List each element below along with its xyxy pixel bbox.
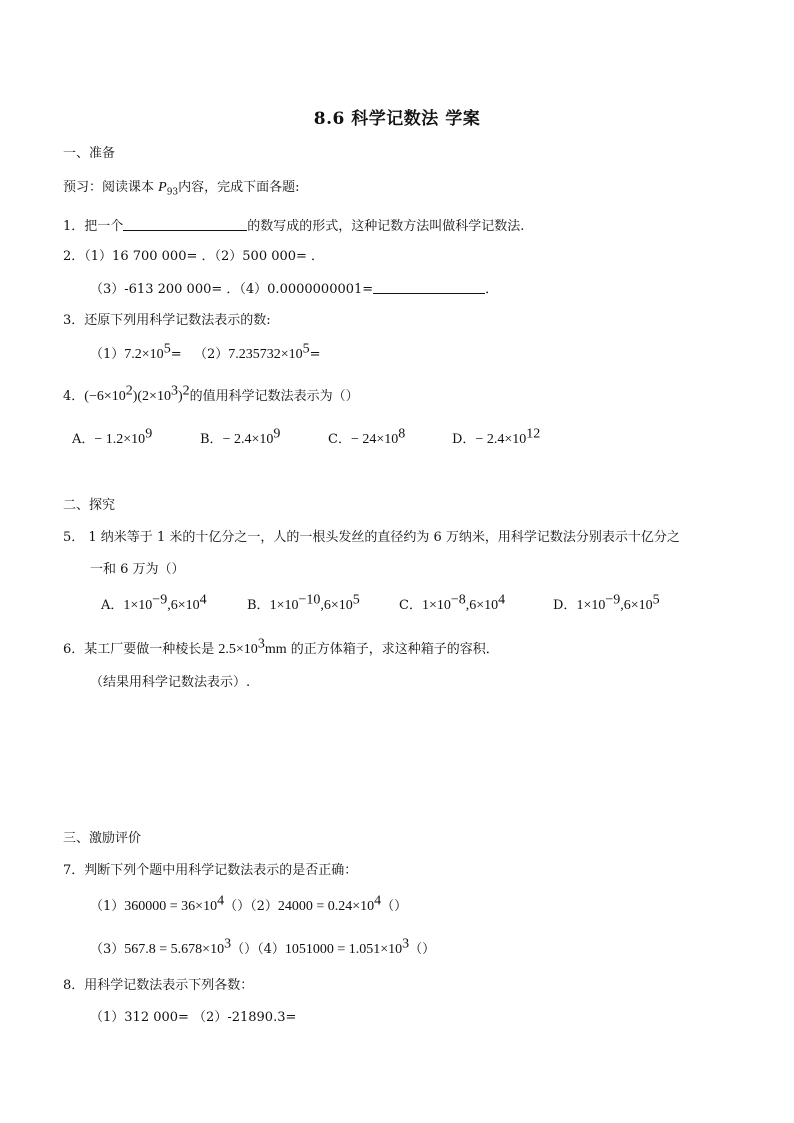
section-evaluate-heading: 三、激励评价 (63, 831, 142, 846)
section-prep-heading: 一、准备 (63, 146, 116, 161)
answer-blank (123, 217, 247, 231)
question-3-parts: $(1)7.2\times 10^5= (2)7.235732\times 10^5=$ (90, 341, 321, 362)
question-8-parts: （1）312 000= （2）-21890.3= (90, 1010, 297, 1025)
question-5-options (101, 592, 660, 615)
option-d: D．$1\times 10^{-9},6\times 10^5$ (553, 592, 660, 613)
question-1: 1．把一个 的数写成的形式，这种记数方法叫做科学记数法. (63, 219, 525, 234)
option-c: C．− $24\times 10^8$ (328, 426, 406, 447)
preview-instruction: 预习：阅读课本 $P_{93}$内容，完成下面各题: (63, 180, 300, 198)
option-b: B．$1\times 10^{-10},6\times 10^5$ (247, 592, 360, 613)
answer-blank (373, 280, 485, 294)
question-2-line-2: （3）-613 200 000= ．（4）0.0000000001= ． (90, 282, 499, 297)
question-7-row-1: $(1)360000 = 36\times 10^4()(2)24000 = 0.24\times 10^4()$ (90, 893, 408, 914)
option-a: A．− $1.2\times 10^9$ (72, 426, 153, 447)
question-7-row-2: $(3)567.8 = 5.678\times 10^3()(4)1051000 = 1.051\times 10^3()$ (90, 936, 436, 957)
option-c: C．$1\times 10^{-8},6\times 10^4$ (399, 592, 506, 613)
option-d: D．− $2.4\times 10^{12}$ (452, 426, 541, 447)
question-3-stem: 3．还原下列用科学记数法表示的数: (63, 313, 271, 328)
question-2-line-1: 2．（1）16 700 000= ．（2）500 000= ． (63, 249, 325, 264)
page-variable: P (158, 180, 167, 195)
question-5-line-1: 5． 1 纳米等于 1 米的十亿分之一，人的一根头发丝的直径约为 6 万纳米，用科学记数法分别表示十亿分之 (63, 530, 680, 545)
question-5-line-2: 一和 6 万为（） (90, 562, 185, 577)
question-4-options (72, 426, 541, 449)
page-title: 8.6 科学记数法 学案 (313, 109, 481, 129)
question-8-stem: 8．用科学记数法表示下列各数： (63, 978, 254, 993)
question-6-line-1: 6．某工厂要做一种棱长是 $2.5\times 10^3mm$ 的正方体箱子，求这种箱子的容积． (63, 636, 499, 657)
question-6-line-2: （结果用科学记数法表示）. (90, 675, 251, 690)
section-explore-heading: 二、探究 (63, 498, 116, 513)
option-b: B．− $2.4\times 10^9$ (200, 426, 281, 447)
question-7-stem: 7．判断下列个题中用科学记数法表示的是否正确： (63, 863, 358, 878)
option-a: A．$1\times 10^{-9},6\times 10^4$ (101, 592, 207, 613)
question-4-stem: 4．$(-6\times 10^2)(2\times 10^3)^2$的值用科学记数法表示为（） (63, 383, 359, 404)
page-number: 93 (166, 187, 179, 198)
